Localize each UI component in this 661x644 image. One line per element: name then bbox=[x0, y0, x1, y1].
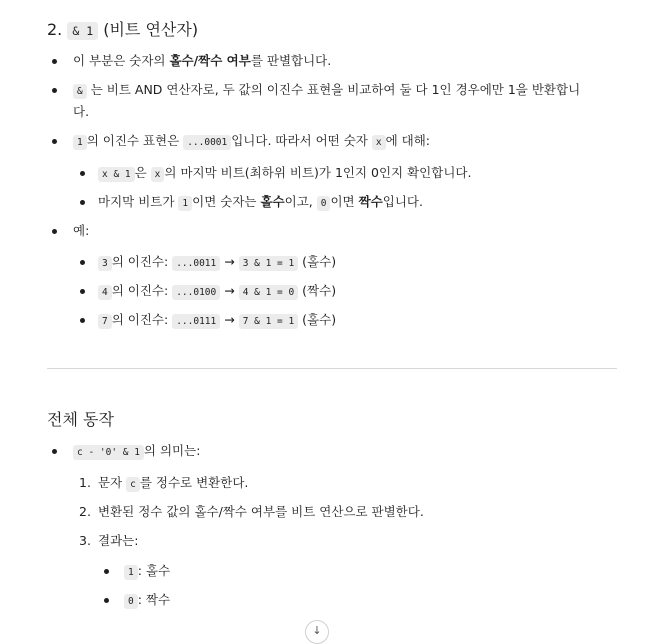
sub-list-item: x & 1 은 x 의 마지막 비트(최하위 비트)가 1인지 0인지 확인합니다. bbox=[98, 163, 471, 185]
inline-code: c - '0' & 1 bbox=[73, 445, 144, 460]
inline-code: 1 bbox=[124, 565, 138, 580]
section-heading-overall: 전체 동작 bbox=[47, 410, 114, 429]
heading-number: 2. bbox=[47, 20, 63, 39]
bold-text: 홀수/짝수 여부 bbox=[169, 53, 251, 68]
inline-code: 1 bbox=[178, 196, 192, 211]
bullet-dot bbox=[80, 318, 85, 323]
arrow-text: → bbox=[224, 312, 235, 327]
heading-code: & 1 bbox=[67, 22, 98, 40]
bullet-dot bbox=[80, 260, 85, 265]
inline-code: x & 1 bbox=[98, 167, 135, 182]
inline-code: ...0001 bbox=[183, 135, 231, 150]
bold-text: 짝수 bbox=[358, 194, 383, 209]
bullet-dot bbox=[52, 229, 57, 234]
heading-text: (비트 연산자) bbox=[103, 20, 199, 39]
section-heading-bitwise bbox=[47, 18, 198, 43]
inline-code: 3 bbox=[98, 256, 112, 271]
bullet-dot bbox=[52, 449, 57, 454]
list-item: & 는 비트 AND 연산자로, 두 값의 이진수 표현을 비교하여 둘 다 1인 경우에만 1을 반환합니 bbox=[73, 80, 580, 102]
inline-code: x bbox=[151, 167, 165, 182]
inline-code: 4 & 1 = 0 bbox=[239, 285, 298, 300]
step-number: 1. bbox=[79, 475, 91, 490]
bullet-dot bbox=[104, 598, 109, 603]
bullet-dot bbox=[52, 88, 57, 93]
list-item: 1 의 이진수 표현은 ...0001 입니다. 따라서 어떤 숫자 x 에 대해: bbox=[73, 131, 430, 153]
list-item: 예: bbox=[73, 223, 90, 238]
inline-code: 7 bbox=[98, 314, 112, 329]
inline-code: & bbox=[73, 84, 87, 99]
inline-code: 1 bbox=[73, 135, 87, 150]
inline-code: ...0111 bbox=[172, 314, 220, 329]
inline-code: c bbox=[126, 477, 140, 492]
example-item: 4 의 이진수: ...0100 → 4 & 1 = 0 (짝수) bbox=[98, 281, 336, 303]
bullet-dot bbox=[80, 200, 85, 205]
result-item: 1 : 홀수 bbox=[124, 561, 170, 583]
bullet-dot bbox=[104, 569, 109, 574]
sub-list-item: 마지막 비트가 1 이면 숫자는 홀수이고, 0 이면 짝수입니다. bbox=[98, 194, 423, 209]
step-item: 결과는: bbox=[98, 533, 139, 548]
arrow-down-icon: ↓ bbox=[312, 624, 322, 637]
inline-code: x bbox=[372, 135, 386, 150]
bullet-dot bbox=[80, 171, 85, 176]
bullet-dot bbox=[52, 59, 57, 64]
step-number: 3. bbox=[79, 533, 91, 548]
example-item: 7 의 이진수: ...0111 → 7 & 1 = 1 (홀수) bbox=[98, 310, 336, 332]
arrow-text: → bbox=[224, 254, 235, 269]
bold-text: 홀수 bbox=[260, 194, 285, 209]
result-item: 0 : 짝수 bbox=[124, 590, 170, 612]
arrow-text: → bbox=[224, 283, 235, 298]
inline-code: 7 & 1 = 1 bbox=[239, 314, 298, 329]
list-item-continuation: 다. bbox=[73, 104, 90, 119]
inline-code: 3 & 1 = 1 bbox=[239, 256, 298, 271]
list-item: 이 부분은 숫자의 홀수/짝수 여부를 판별합니다. bbox=[73, 53, 332, 68]
step-item: 변환된 정수 값의 홀수/짝수 여부를 비트 연산으로 판별한다. bbox=[98, 504, 424, 519]
bullet-dot bbox=[80, 289, 85, 294]
inline-code: ...0011 bbox=[172, 256, 220, 271]
step-number: 2. bbox=[79, 504, 91, 519]
inline-code: 0 bbox=[124, 594, 138, 609]
section-divider bbox=[47, 368, 617, 369]
example-item: 3 의 이진수: ...0011 → 3 & 1 = 1 (홀수) bbox=[98, 252, 336, 274]
scroll-down-button[interactable] bbox=[305, 620, 329, 644]
inline-code: 4 bbox=[98, 285, 112, 300]
inline-code: ...0100 bbox=[172, 285, 220, 300]
inline-code: 0 bbox=[317, 196, 331, 211]
step-item: 문자 c 를 정수로 변환한다. bbox=[98, 475, 249, 490]
bullet-dot bbox=[52, 139, 57, 144]
list-item: c - '0' & 1 의 의미는: bbox=[73, 441, 200, 463]
